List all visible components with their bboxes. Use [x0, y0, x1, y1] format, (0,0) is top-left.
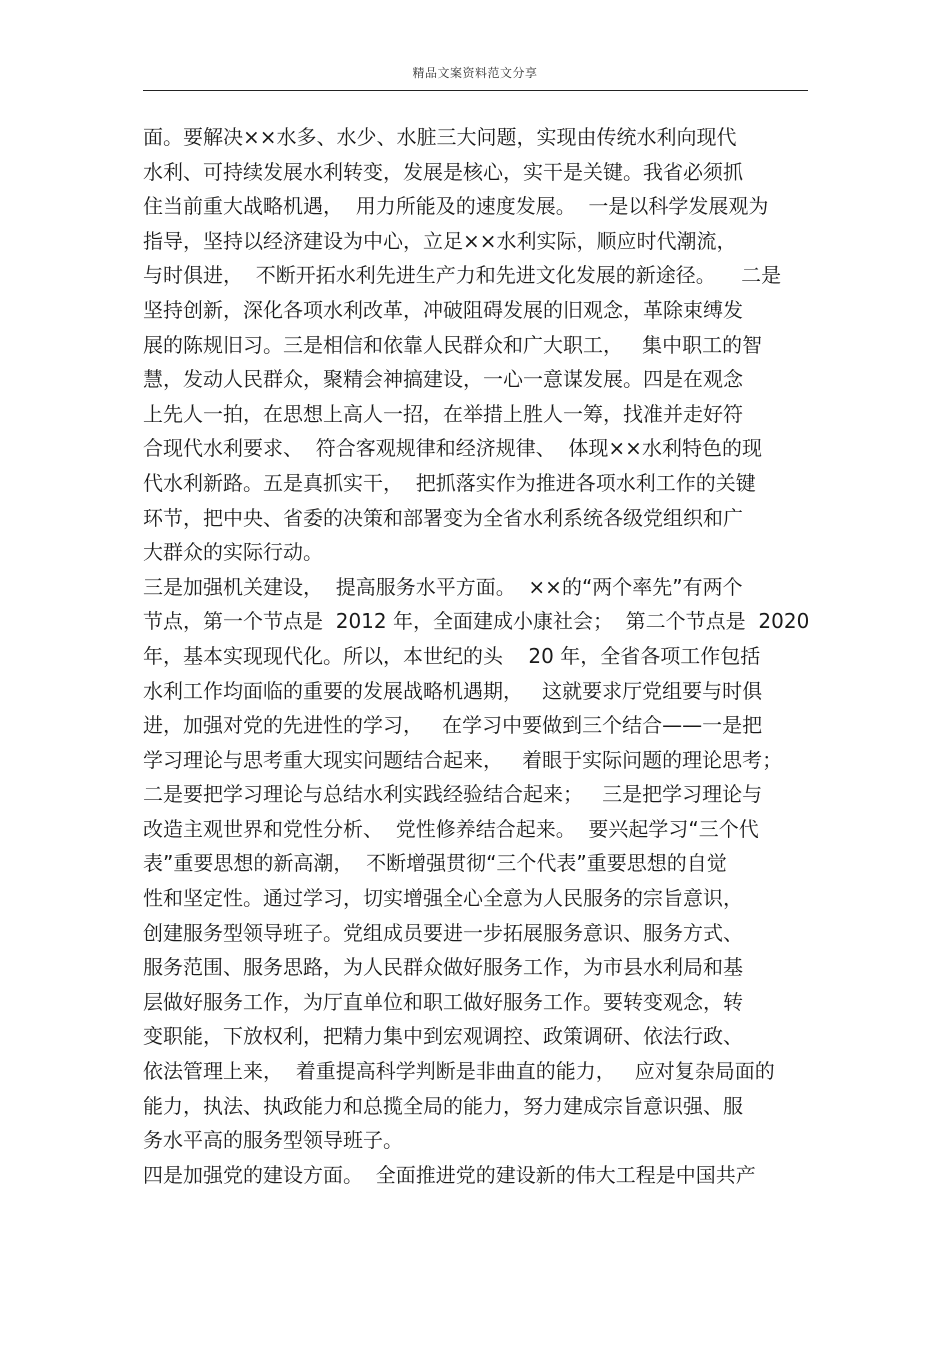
text-line: 大群众的实际行动。: [143, 540, 323, 565]
text-line: 性和坚定性。通过学习，切实增强全心全意为人民服务的宗旨意识，: [143, 886, 743, 911]
text-line: 二是要把学习理论与总结水利实践经验结合起来； 三是把学习理论与: [143, 782, 763, 807]
text-line: 年，基本实现现代化。所以，本世纪的头 20 年，全省各项工作包括: [143, 643, 761, 668]
text-line: 学习理论与思考重大现实问题结合起来， 着眼于实际问题的理论思考；: [143, 747, 783, 772]
text-line: 表”重要思想的新高潮， 不断增强贯彻“三个代表”重要思想的自觉: [143, 851, 727, 876]
text-line: 慧，发动人民群众，聚精会神搞建设，一心一意谋发展。四是在观念: [143, 367, 743, 392]
text-line: 改造主观世界和党性分析、 党性修养结合起来。 要兴起学习“三个代: [143, 816, 759, 841]
text-line: 务水平高的服务型领导班子。: [143, 1128, 403, 1153]
text-line: 进，加强对党的先进性的学习， 在学习中要做到三个结合——一是把: [143, 713, 763, 738]
text-line: 水利、可持续发展水利转变，发展是核心，实干是关键。我省必须抓: [143, 159, 743, 184]
text-line: 能力，执法、执政能力和总揽全局的能力，努力建成宗旨意识强、服: [143, 1093, 743, 1118]
text-line: 上先人一拍，在思想上高人一招，在举措上胜人一筹，找准并走好符: [143, 401, 743, 426]
text-line: 面。要解决××水多、水少、水脏三大问题，实现由传统水利向现代: [143, 125, 737, 149]
text-line: 节点，第一个节点是 2012 年，全面建成小康社会； 第二个节点是 2020: [143, 609, 810, 634]
text-line: 环节，把中央、省委的决策和部署变为全省水利系统各级党组织和广: [143, 505, 743, 530]
text-line: 服务范围、服务思路，为人民群众做好服务工作，为市县水利局和基: [143, 955, 743, 980]
text-line: 依法管理上来， 着重提高科学判断是非曲直的能力， 应对复杂局面的: [143, 1059, 775, 1084]
text-line: 与时俱进， 不断开拓水利先进生产力和先进文化发展的新途径。 二是: [143, 263, 782, 288]
text-line: 四是加强党的建设方面。 全面推进党的建设新的伟大工程是中国共产: [143, 1162, 756, 1187]
text-line: 展的陈规旧习。三是相信和依靠人民群众和广大职工， 集中职工的智: [143, 332, 763, 357]
page-header: 精品文案资料范文分享: [412, 66, 538, 80]
text-line: 三是加强机关建设， 提高服务水平方面。 ××的“两个率先”有两个: [143, 574, 743, 599]
body-text: [143, 120, 823, 1192]
header-divider: [143, 90, 808, 91]
text-line: 创建服务型领导班子。党组成员要进一步拓展服务意识、服务方式、: [143, 920, 743, 945]
text-line: 合现代水利要求、 符合客观规律和经济规律、 体现××水利特色的现: [143, 436, 762, 461]
text-line: 指导，坚持以经济建设为中心，立足××水利实际，顺应时代潮流，: [143, 228, 737, 253]
text-line: 坚持创新，深化各项水利改革，冲破阻碍发展的旧观念，革除束缚发: [143, 297, 743, 322]
text-line: 住当前重大战略机遇， 用力所能及的速度发展。 一是以科学发展观为: [143, 194, 769, 219]
text-line: 水利工作均面临的重要的发展战略机遇期， 这就要求厅党组要与时俱: [143, 678, 763, 703]
text-line: 层做好服务工作，为厅直单位和职工做好服务工作。要转变观念，转: [143, 989, 743, 1014]
text-line: 变职能，下放权利，把精力集中到宏观调控、政策调研、依法行政、: [143, 1024, 743, 1049]
text-line: 代水利新路。五是真抓实干， 把抓落实作为推进各项水利工作的关键: [143, 470, 756, 495]
